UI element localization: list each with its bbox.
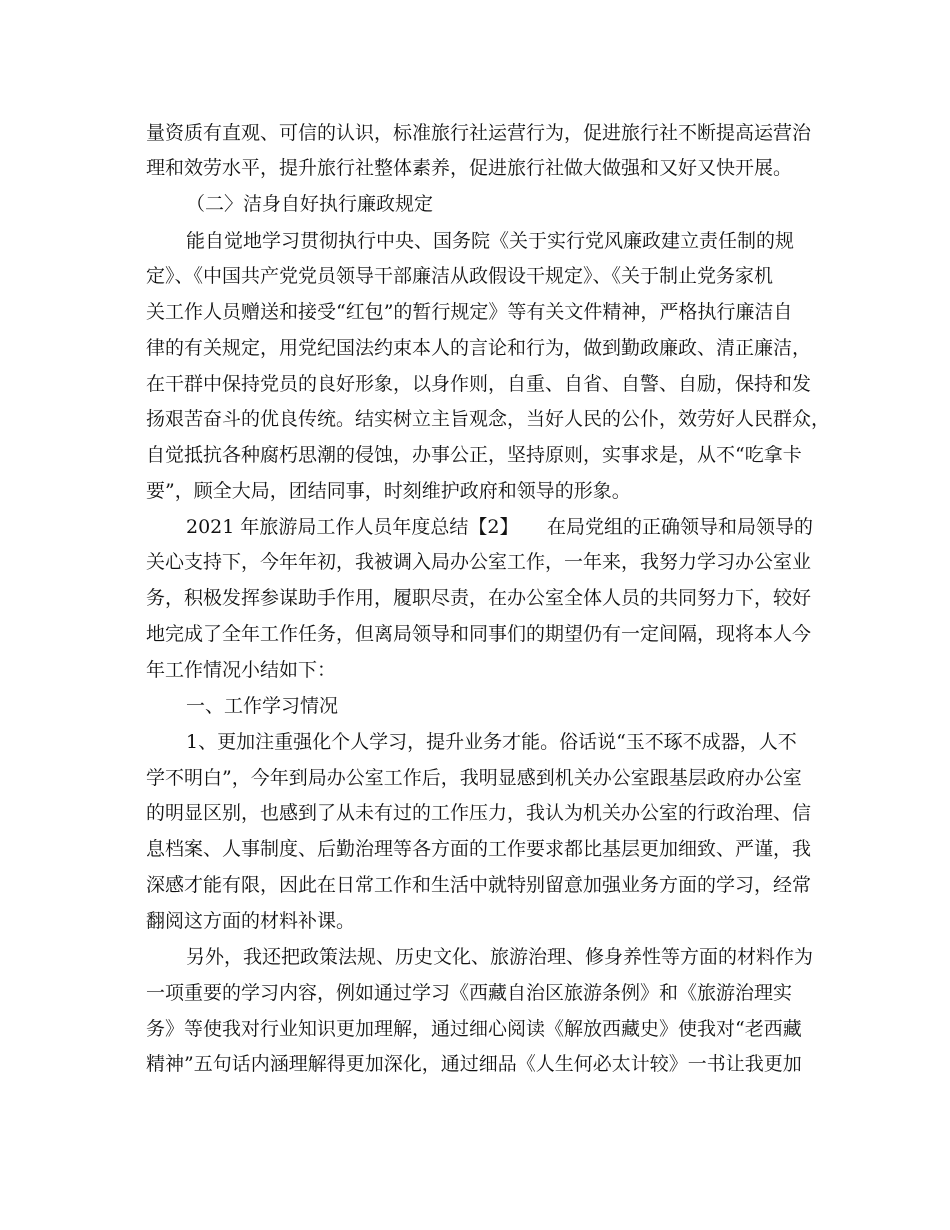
text-line: 在干群中保持党员的良好形象，以身作则，自重、自省、自警、自励，保持和发: [146, 373, 812, 395]
text-line: 扬艰苦奋斗的优良传统。结实树立主旨观念，当好人民的公仆，效劳好人民群众，: [146, 408, 831, 430]
text-line: 年工作情况小结如下：: [146, 659, 337, 681]
text-line: 务》等使我对行业知识更加理解，通过细心阅读《解放西藏史》使我对“老西藏: [146, 1018, 802, 1040]
text-line: 精神”五句话内涵理解得更加深化，通过细品《人生何必太计较》一书让我更加: [146, 1053, 802, 1075]
text-line: 另外，我还把政策法规、历史文化、旅游治理、修身养性等方面的材料作为: [186, 946, 814, 968]
text-line: 关心支持下，今年年初，我被调入局办公室工作，一年来，我努力学习办公室业: [146, 551, 812, 573]
text-line: 能自觉地学习贯彻执行中央、国务院《关于实行党风廉政建立责任制的规: [186, 230, 795, 252]
text-line: 定》、《中国共产党党员领导干部廉洁从政假设干规定》、《关于制止党务家机: [146, 265, 774, 287]
section-heading: （二〉洁身自好执行廉政规定: [186, 193, 434, 215]
text-line: 务，积极发挥参谋助手作用，履职尽责，在办公室全体人员的共同努力下，较好: [146, 587, 812, 609]
text-line: 律的有关规定，用党纪国法约束本人的言论和行为，做到勤政廉政、清正廉洁，: [146, 337, 812, 359]
text-line: 深感才能有限，因此在日常工作和生活中就特别留意加强业务方面的学习，经常: [146, 874, 812, 896]
text-line: 一项重要的学习内容，例如通过学习《西藏自治区旅游条例》和《旅游治理实: [146, 982, 793, 1004]
text-line: 要”，顾全大局，团结同事，时刻维护政府和领导的形象。: [146, 480, 631, 502]
text-line: 学不明白”，今年到局办公室工作后，我明显感到机关办公室跟基层政府办公室: [146, 767, 802, 789]
text-line: 息档案、人事制度、后勤治理等各方面的工作要求都比基层更加细致、严谨，我: [146, 838, 812, 860]
section-title: 2021 年旅游局工作人员年度总结【2】 在局党组的正确领导和局领导的: [186, 516, 813, 538]
text-line: 翻阅这方面的材料补课。: [146, 910, 356, 932]
section-heading: 一、工作学习情况: [186, 695, 339, 717]
text-line: 量资质有直观、可信的认识，标准旅行社运营行为，促进旅行社不断提高运营治: [146, 122, 812, 144]
text-line: 关工作人员赠送和接受“红包”的暂行规定》等有关文件精神，严格执行廉洁自: [146, 301, 793, 323]
text-line: 理和效劳水平，提升旅行社整体素养，促进旅行社做大做强和又好又快开展。: [146, 157, 793, 179]
text-line: 1、更加注重强化个人学习，提升业务才能。俗话说“玉不琢不成器，人不: [186, 731, 797, 753]
text-line: 地完成了全年工作任务，但离局领导和同事们的期望仍有一定间隔，现将本人今: [146, 623, 812, 645]
text-line: 自觉抵抗各种腐朽思潮的侵蚀，办事公正，坚持原则，实事求是，从不“吃拿卡: [146, 444, 802, 466]
text-line: 的明显区别，也感到了从未有过的工作压力，我认为机关办公室的行政治理、信: [146, 802, 812, 824]
